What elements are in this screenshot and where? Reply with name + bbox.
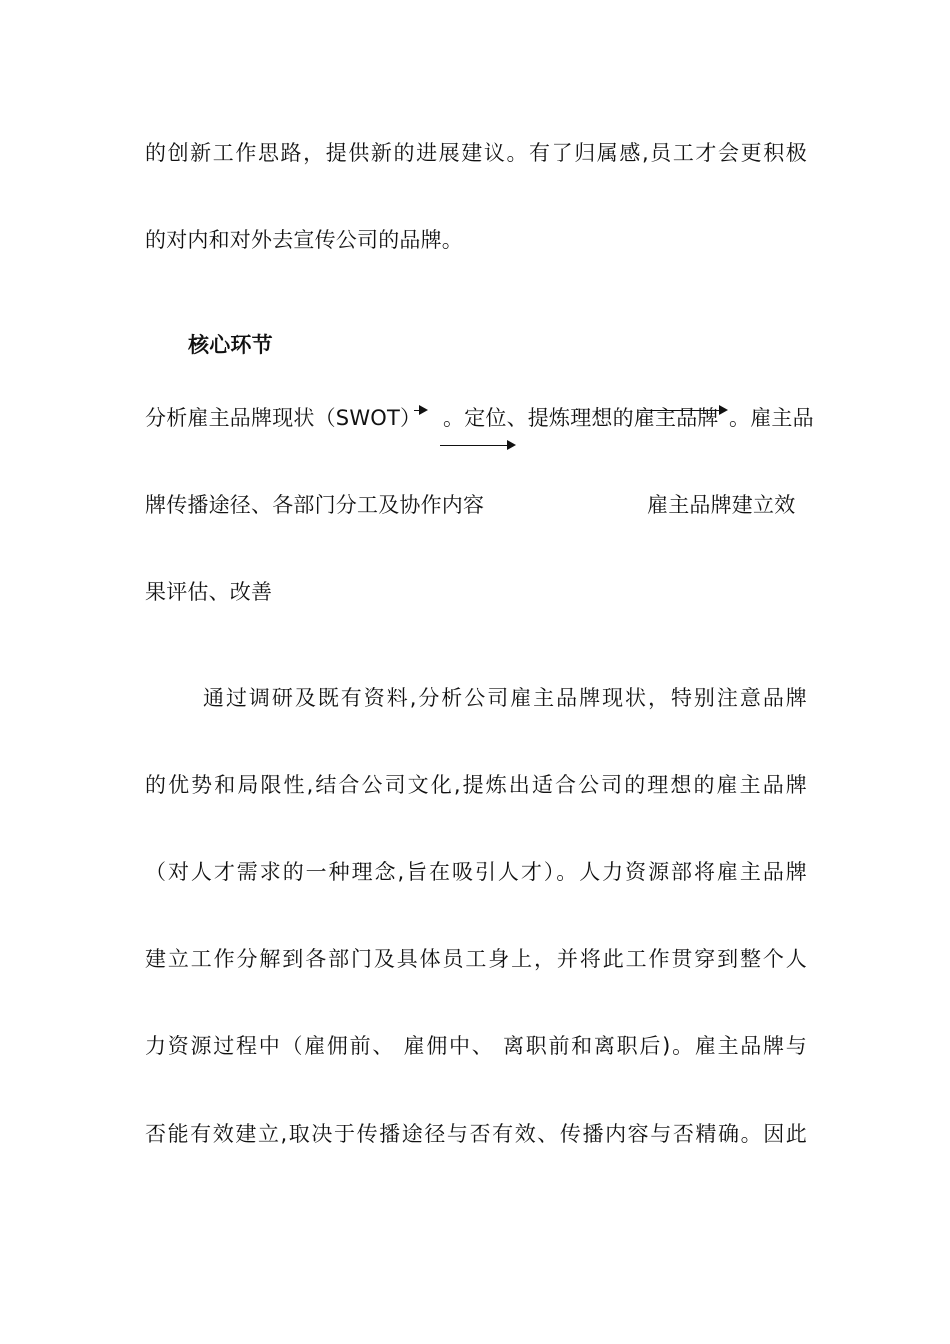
- flow-step-positioning: 。定位、提炼理想的雇主品牌: [443, 406, 719, 430]
- flow-step-evaluation-start: 雇主品牌建立效: [647, 493, 796, 517]
- flow-step-communication-start: 。雇主品: [729, 406, 814, 430]
- flow-step-analysis: 分析雇主品牌现状（SWOT）: [145, 406, 422, 430]
- flow-arrow-3: [440, 445, 514, 446]
- paragraph2-line2: 的优势和局限性,结合公司文化,提炼出适合公司的理想的雇主品牌: [145, 773, 807, 797]
- flow-line3: 果评估、改善: [145, 580, 273, 604]
- paragraph2-line3: （对人才需求的一种理念,旨在吸引人才）。人力资源部将雇主品牌: [145, 860, 807, 884]
- paragraph1-line2: 的对内和对外去宣传公司的品牌。: [145, 228, 463, 252]
- flow-step-communication-rest: 牌传播途径、各部门分工及协作内容: [145, 493, 485, 517]
- paragraph1-line1: 的创新工作思路，提供新的进展建议。有了归属感,员工才会更积极: [145, 141, 807, 165]
- flow-arrow-2: [640, 410, 726, 411]
- paragraph2-line4: 建立工作分解到各部门及具体员工身上，并将此工作贯穿到整个人: [145, 947, 807, 971]
- paragraph2-line5: 力资源过程中（雇佣前、 雇佣中、 离职前和离职后)。雇主品牌与: [145, 1034, 807, 1058]
- paragraph2-line1: 通过调研及既有资料,分析公司雇主品牌现状，特别注意品牌: [203, 686, 807, 710]
- paragraph2-line6: 否能有效建立,取决于传播途径与否有效、传播内容与否精确。因此: [145, 1122, 807, 1146]
- section-heading: 核心环节: [188, 333, 273, 357]
- flow-line1: [145, 404, 814, 432]
- flow-line2: [145, 491, 807, 519]
- flow-arrow-1: [414, 410, 426, 411]
